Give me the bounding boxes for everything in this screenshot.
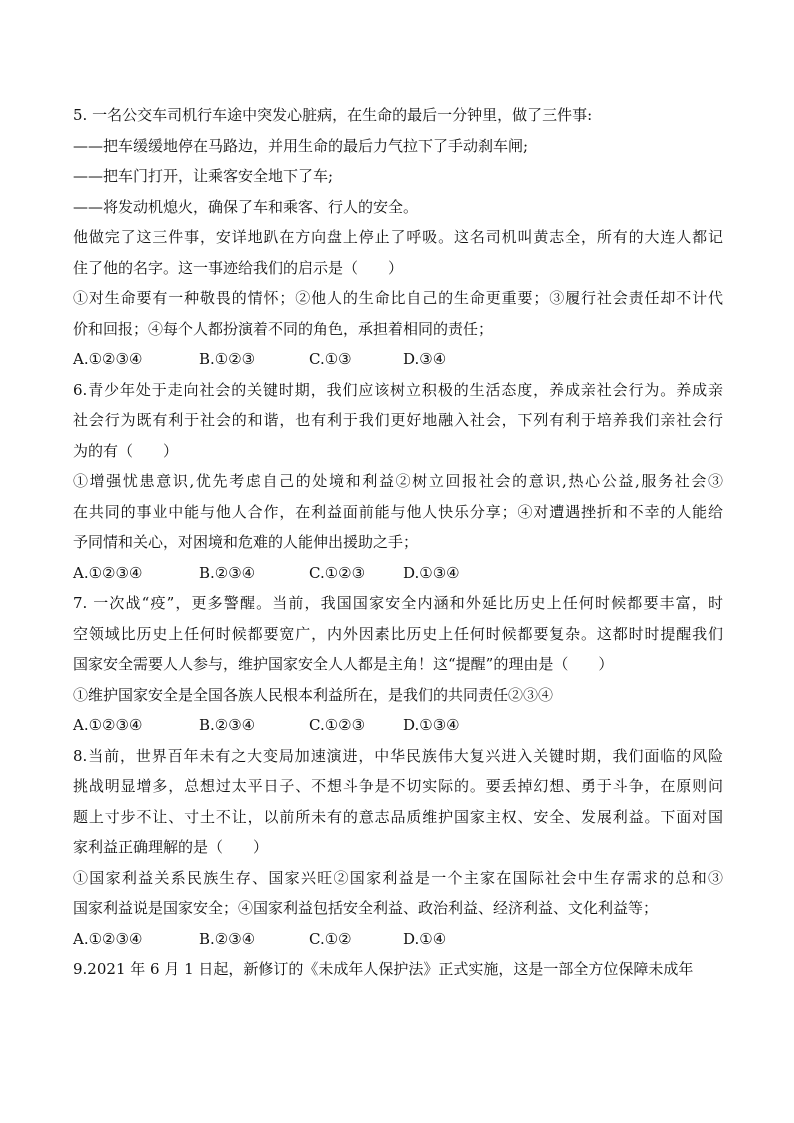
exam-page [73,100,723,985]
answer-options [73,558,723,589]
option-d[interactable]: D.①③④ [403,563,460,582]
option-d[interactable]: D.①④ [403,929,447,948]
statement-line: ①维护国家安全是全国各族人民根本利益所在，是我们的共同责任②③④ [73,685,554,704]
option-a[interactable]: A.①②③④ [73,716,143,734]
question-stem: 8.当前，世界百年未有之大变局加速演进，中华民族伟大复兴进入关键时期，我们面临的风险 [73,746,723,765]
question-5 [73,100,723,375]
question-text: 社会行为既有利于社会的和谐，也有利于我们更好地融入社会，下列有利于培养我们亲社会行 [73,411,723,429]
question-6 [73,375,723,589]
question-stem: 5. 一名公交车司机行车途中突发心脏病，在生命的最后一分钟里，做了三件事: [73,106,593,124]
question-stem: 6.青少年处于走向社会的关键时期，我们应该树立积极的生活态度，养成亲社会行为。养成亲 [73,380,723,399]
question-7 [73,588,723,741]
option-a[interactable]: A.①②③④ [73,563,143,582]
option-a[interactable]: A.①②③④ [73,350,143,368]
question-9 [73,954,723,985]
statement-line: ①对生命要有一种敬畏的情怀；②他人的生命比自己的生命更重要；③履行社会责任却不计代 [73,289,723,307]
question-text: 为的有（ ） [73,441,179,460]
event-line: ——把车门打开，让乘客安全地下了车; [73,167,334,185]
question-text: 家利益正确理解的是（ ） [73,838,269,856]
question-text: 挑战明显增多，总想过太平日子、不想斗争是不切实际的。要丢掉幻想、勇于斗争，在原则问 [73,777,723,795]
event-line: ——将发动机熄火，确保了车和乘客、行人的安全。 [73,197,419,216]
option-b[interactable]: B.①②③ [199,350,256,368]
option-c[interactable]: C.①②③ [309,563,366,582]
option-b[interactable]: B.②③④ [199,716,256,734]
statement-line: 国家利益说是国家安全；④国家利益包括安全利益、政治利益、经济利益、文化利益等； [73,899,659,917]
option-a[interactable]: A.①②③④ [73,929,143,948]
statement-line: 价和回报；④每个人都扮演着不同的角色，承担着相同的责任； [73,319,494,338]
question-text: 题上寸步不让、寸土不让，以前所未有的意志品质维护国家主权、安全、发展利益。下面对国 [73,807,723,826]
question-text: 国家安全需要人人参与，维护国家安全人人都是主角！这“提醒”的理由是（ ） [73,655,614,673]
question-text: 他做完了这三件事，安详地趴在方向盘上停止了呼吸。这名司机叫黄志全，所有的大连人都记 [73,228,723,246]
question-stem: 9.2021 年 6 月 1 日起，新修订的《未成年人保护法》正式实施，这是一部全方位保障未成年 [73,960,694,978]
option-c[interactable]: C.①②③ [309,716,366,734]
answer-options [73,344,723,375]
statement-line: ①增强忧患意识,优先考虑自己的处境和利益②树立回报社会的意识,热心公益,服务社会③ [73,472,723,490]
option-d[interactable]: D.①③④ [403,716,460,734]
option-b[interactable]: B.②③④ [199,563,256,582]
statement-line: 予同情和关心，对困境和危难的人能伸出援助之手； [73,533,419,551]
option-c[interactable]: C.①② [309,929,352,948]
answer-options [73,710,723,741]
option-c[interactable]: C.①③ [309,350,352,368]
question-stem: 7. 一次战“疫”，更多警醒。当前，我国国家安全内涵和外延比历史上任何时候都要丰富，时 [73,594,723,612]
answer-options [73,924,723,955]
option-d[interactable]: D.③④ [403,350,447,368]
question-text: 住了他的名字。这一事迹给我们的启示是（ ） [73,258,404,277]
event-line: ——把车缓缓地停在马路边，并用生命的最后力气拉下了手动刹车闸; [73,136,529,155]
statement-line: ①国家利益关系民族生存、国家兴旺②国家利益是一个主家在国际社会中生存需求的总和③ [73,868,723,887]
question-text: 空领域比历史上任何时候都要宽广，内外因素比历史上任何时候都要复杂。这都时时提醒我们 [73,624,723,643]
statement-line: 在共同的事业中能与他人合作，在利益面前能与他人快乐分享；④对遭遇挫折和不幸的人能给 [73,502,723,521]
option-b[interactable]: B.②③④ [199,929,256,948]
question-8 [73,741,723,955]
